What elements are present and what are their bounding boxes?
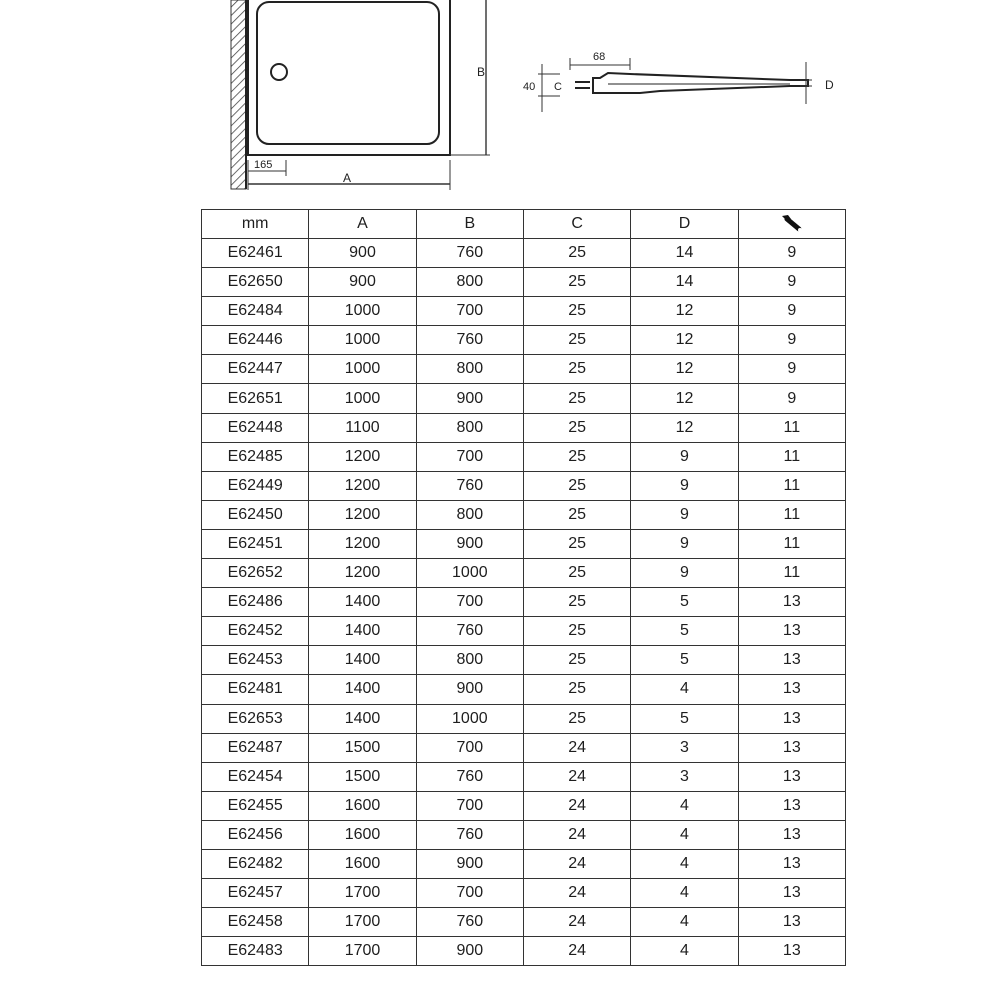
key-size-cell: 9 <box>738 297 845 326</box>
c-cell: 25 <box>523 617 630 646</box>
section-label-40: 40 <box>523 81 536 93</box>
header-b: B <box>416 210 523 239</box>
model-cell: E62456 <box>202 820 309 849</box>
c-cell: 25 <box>523 355 630 384</box>
model-cell: E62484 <box>202 297 309 326</box>
b-cell: 800 <box>416 646 523 675</box>
a-cell: 1000 <box>309 355 416 384</box>
c-cell: 24 <box>523 879 630 908</box>
a-cell: 1500 <box>309 762 416 791</box>
a-cell: 1600 <box>309 820 416 849</box>
key-size-cell: 11 <box>738 471 845 500</box>
c-cell: 24 <box>523 791 630 820</box>
a-cell: 1200 <box>309 500 416 529</box>
table-body <box>202 239 846 966</box>
key-size-cell: 13 <box>738 937 845 966</box>
table-row <box>202 937 846 966</box>
a-cell: 1700 <box>309 879 416 908</box>
model-cell: E62487 <box>202 733 309 762</box>
table-row <box>202 704 846 733</box>
a-cell: 1400 <box>309 704 416 733</box>
drain-hole <box>271 64 287 80</box>
b-cell: 760 <box>416 908 523 937</box>
model-cell: E62447 <box>202 355 309 384</box>
d-cell: 9 <box>631 500 738 529</box>
c-cell: 24 <box>523 908 630 937</box>
a-cell: 1200 <box>309 442 416 471</box>
header-a: A <box>309 210 416 239</box>
b-cell: 760 <box>416 471 523 500</box>
b-cell: 900 <box>416 937 523 966</box>
b-cell: 700 <box>416 791 523 820</box>
model-cell: E62452 <box>202 617 309 646</box>
key-size-cell: 11 <box>738 500 845 529</box>
c-cell: 25 <box>523 384 630 413</box>
model-cell: E62454 <box>202 762 309 791</box>
d-cell: 12 <box>631 413 738 442</box>
table-row <box>202 646 846 675</box>
model-cell: E62448 <box>202 413 309 442</box>
a-cell: 1100 <box>309 413 416 442</box>
header-c: C <box>523 210 630 239</box>
d-cell: 5 <box>631 646 738 675</box>
model-cell: E62446 <box>202 326 309 355</box>
c-cell: 25 <box>523 442 630 471</box>
model-cell: E62483 <box>202 937 309 966</box>
c-cell: 25 <box>523 559 630 588</box>
b-cell: 700 <box>416 442 523 471</box>
a-cell: 1200 <box>309 529 416 558</box>
key-size-cell: 9 <box>738 268 845 297</box>
a-cell: 1700 <box>309 937 416 966</box>
b-cell: 1000 <box>416 704 523 733</box>
b-cell: 800 <box>416 355 523 384</box>
key-size-cell: 13 <box>738 733 845 762</box>
d-cell: 12 <box>631 297 738 326</box>
a-cell: 1700 <box>309 908 416 937</box>
table-row <box>202 908 846 937</box>
model-cell: E62650 <box>202 268 309 297</box>
header-mm: mm <box>202 210 309 239</box>
d-cell: 3 <box>631 733 738 762</box>
c-cell: 24 <box>523 849 630 878</box>
model-cell: E62482 <box>202 849 309 878</box>
c-cell: 25 <box>523 413 630 442</box>
key-size-cell: 13 <box>738 704 845 733</box>
plan-label-a: A <box>343 171 352 185</box>
table-row <box>202 268 846 297</box>
key-size-cell: 11 <box>738 559 845 588</box>
key-size-cell: 13 <box>738 675 845 704</box>
table-row <box>202 355 846 384</box>
d-cell: 12 <box>631 355 738 384</box>
d-cell: 9 <box>631 559 738 588</box>
wall-hatch <box>231 0 246 189</box>
table-row <box>202 413 846 442</box>
b-cell: 800 <box>416 413 523 442</box>
d-cell: 4 <box>631 791 738 820</box>
section-label-68: 68 <box>593 51 606 63</box>
table-row <box>202 849 846 878</box>
model-cell: E62461 <box>202 239 309 268</box>
c-cell: 25 <box>523 239 630 268</box>
key-size-cell: 9 <box>738 384 845 413</box>
model-cell: E62652 <box>202 559 309 588</box>
table-row <box>202 588 846 617</box>
table-row <box>202 559 846 588</box>
key-size-cell: 11 <box>738 413 845 442</box>
key-size-cell: 11 <box>738 529 845 558</box>
a-cell: 1500 <box>309 733 416 762</box>
b-cell: 700 <box>416 733 523 762</box>
a-cell: 1000 <box>309 297 416 326</box>
a-cell: 1000 <box>309 384 416 413</box>
model-cell: E62453 <box>202 646 309 675</box>
plan-view <box>231 0 490 190</box>
table-row <box>202 500 846 529</box>
key-size-cell: 9 <box>738 326 845 355</box>
c-cell: 25 <box>523 297 630 326</box>
a-cell: 1000 <box>309 326 416 355</box>
a-cell: 1600 <box>309 849 416 878</box>
d-cell: 4 <box>631 879 738 908</box>
section-label-c: C <box>554 81 562 93</box>
c-cell: 25 <box>523 646 630 675</box>
table-row <box>202 326 846 355</box>
table-row <box>202 617 846 646</box>
key-size-cell: 13 <box>738 908 845 937</box>
d-cell: 4 <box>631 675 738 704</box>
a-cell: 900 <box>309 239 416 268</box>
model-cell: E62455 <box>202 791 309 820</box>
d-cell: 14 <box>631 268 738 297</box>
technical-drawings <box>0 0 1000 205</box>
header-wrench <box>738 210 845 239</box>
model-cell: E62458 <box>202 908 309 937</box>
a-cell: 1400 <box>309 617 416 646</box>
key-size-cell: 13 <box>738 646 845 675</box>
d-cell: 9 <box>631 442 738 471</box>
d-cell: 5 <box>631 704 738 733</box>
table-row <box>202 733 846 762</box>
plan-label-b: B <box>477 65 486 79</box>
a-cell: 900 <box>309 268 416 297</box>
a-cell: 1600 <box>309 791 416 820</box>
model-cell: E62450 <box>202 500 309 529</box>
model-cell: E62651 <box>202 384 309 413</box>
key-size-cell: 13 <box>738 791 845 820</box>
d-cell: 4 <box>631 908 738 937</box>
d-cell: 12 <box>631 384 738 413</box>
key-size-cell: 9 <box>738 239 845 268</box>
table-row <box>202 820 846 849</box>
c-cell: 25 <box>523 529 630 558</box>
b-cell: 700 <box>416 297 523 326</box>
table-row <box>202 675 846 704</box>
d-cell: 5 <box>631 617 738 646</box>
wrench-icon <box>779 213 805 235</box>
b-cell: 760 <box>416 820 523 849</box>
tray-profile <box>593 73 808 93</box>
b-cell: 760 <box>416 239 523 268</box>
b-cell: 700 <box>416 879 523 908</box>
table-row <box>202 471 846 500</box>
key-size-cell: 11 <box>738 442 845 471</box>
c-cell: 25 <box>523 268 630 297</box>
b-cell: 900 <box>416 849 523 878</box>
c-cell: 25 <box>523 471 630 500</box>
b-cell: 800 <box>416 268 523 297</box>
dimension-table <box>201 209 846 966</box>
b-cell: 900 <box>416 384 523 413</box>
table-header-row <box>202 210 846 239</box>
b-cell: 900 <box>416 675 523 704</box>
a-cell: 1400 <box>309 646 416 675</box>
key-size-cell: 13 <box>738 617 845 646</box>
section-view <box>523 51 834 112</box>
c-cell: 24 <box>523 937 630 966</box>
model-cell: E62486 <box>202 588 309 617</box>
c-cell: 25 <box>523 588 630 617</box>
key-size-cell: 9 <box>738 355 845 384</box>
d-cell: 4 <box>631 937 738 966</box>
a-cell: 1400 <box>309 675 416 704</box>
table-row <box>202 529 846 558</box>
section-label-d: D <box>825 78 834 92</box>
a-cell: 1200 <box>309 559 416 588</box>
model-cell: E62449 <box>202 471 309 500</box>
model-cell: E62457 <box>202 879 309 908</box>
a-cell: 1200 <box>309 471 416 500</box>
d-cell: 5 <box>631 588 738 617</box>
c-cell: 24 <box>523 820 630 849</box>
d-cell: 14 <box>631 239 738 268</box>
key-size-cell: 13 <box>738 762 845 791</box>
tray-basin <box>257 2 439 144</box>
model-cell: E62653 <box>202 704 309 733</box>
d-cell: 12 <box>631 326 738 355</box>
tray-outline <box>248 0 450 155</box>
table-row <box>202 297 846 326</box>
key-size-cell: 13 <box>738 820 845 849</box>
key-size-cell: 13 <box>738 588 845 617</box>
d-cell: 9 <box>631 529 738 558</box>
c-cell: 25 <box>523 500 630 529</box>
plan-label-165: 165 <box>254 159 273 171</box>
key-size-cell: 13 <box>738 849 845 878</box>
c-cell: 24 <box>523 733 630 762</box>
d-cell: 3 <box>631 762 738 791</box>
a-cell: 1400 <box>309 588 416 617</box>
d-cell: 9 <box>631 471 738 500</box>
b-cell: 760 <box>416 326 523 355</box>
header-d: D <box>631 210 738 239</box>
b-cell: 760 <box>416 617 523 646</box>
key-size-cell: 13 <box>738 879 845 908</box>
b-cell: 760 <box>416 762 523 791</box>
table-row <box>202 791 846 820</box>
model-cell: E62481 <box>202 675 309 704</box>
d-cell: 4 <box>631 849 738 878</box>
table-row <box>202 384 846 413</box>
c-cell: 25 <box>523 326 630 355</box>
c-cell: 25 <box>523 704 630 733</box>
table-row <box>202 762 846 791</box>
b-cell: 900 <box>416 529 523 558</box>
c-cell: 24 <box>523 762 630 791</box>
b-cell: 700 <box>416 588 523 617</box>
table-row <box>202 442 846 471</box>
b-cell: 800 <box>416 500 523 529</box>
table-row <box>202 879 846 908</box>
table-row <box>202 239 846 268</box>
c-cell: 25 <box>523 675 630 704</box>
d-cell: 4 <box>631 820 738 849</box>
model-cell: E62485 <box>202 442 309 471</box>
b-cell: 1000 <box>416 559 523 588</box>
model-cell: E62451 <box>202 529 309 558</box>
